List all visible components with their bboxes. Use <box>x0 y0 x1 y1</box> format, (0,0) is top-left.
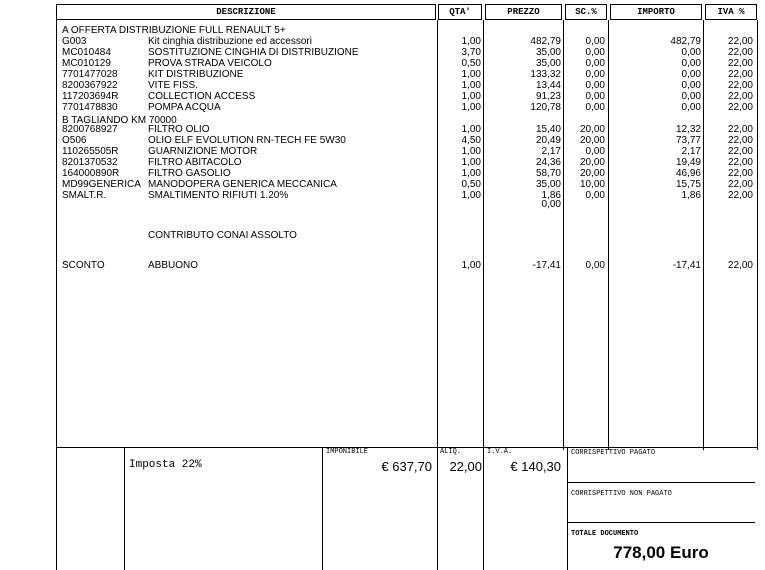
header-descrizione: DESCRIZIONE <box>56 4 436 20</box>
cell-sc: 0,00 <box>585 146 605 157</box>
cell-sc: 0,00 <box>585 190 605 201</box>
cell-code: B TAGLIANDO KM 70000 <box>62 115 177 126</box>
cell-prezzo: 2,17 <box>541 146 561 157</box>
cell-importo: 46,96 <box>675 168 701 179</box>
cell-desc: GUARNIZIONE MOTOR <box>148 146 258 157</box>
col-line-right <box>757 20 758 450</box>
cell-prezzo: 133,32 <box>530 69 561 80</box>
cell-desc: ABBUONO <box>148 260 199 271</box>
cell-sc: 0,00 <box>585 102 605 113</box>
cell-importo: 0,00 <box>681 58 701 69</box>
cell-desc: SMALTIMENTO RIFIUTI 1.20% <box>148 190 289 201</box>
cell-sc: 0,00 <box>585 80 605 91</box>
cell-sc: 20,00 <box>579 124 605 135</box>
cell-sc: 20,00 <box>579 168 605 179</box>
cell-qta: 1,00 <box>461 168 481 179</box>
cell-desc: CONTRIBUTO CONAI ASSOLTO <box>148 230 297 241</box>
col-line-importo <box>608 20 609 450</box>
cell-iva: 22,00 <box>727 102 753 113</box>
iva-value: € 140,30 <box>510 459 561 474</box>
aliq-value: 22,00 <box>449 459 482 474</box>
cell-desc: FILTRO OLIO <box>148 124 210 135</box>
cell-prezzo: -17,41 <box>532 260 561 271</box>
col-line-sconto <box>563 20 564 450</box>
footer-sep-2 <box>567 522 755 523</box>
cell-iva: 22,00 <box>727 36 753 47</box>
cell-code: MD99GENERICA <box>62 180 141 190</box>
cell-iva: 22,00 <box>727 91 753 102</box>
cell-importo: 0,00 <box>681 102 701 113</box>
cell-code: 8200367922 <box>62 80 118 91</box>
cell-desc: KIT DISTRIBUZIONE <box>148 69 244 80</box>
cell-desc: OLIO ELF EVOLUTION RN-TECH FE 5W30 <box>148 135 346 146</box>
cell-iva: 22,00 <box>727 69 753 80</box>
cell-importo: 482,79 <box>670 36 701 47</box>
cell-code: 7701477028 <box>62 69 118 80</box>
cell-code: 164000890R <box>62 168 120 179</box>
cell-code: MC010129 <box>62 58 111 69</box>
cell-desc: FILTRO ABITACOLO <box>148 157 242 168</box>
cell-sc: 10,00 <box>579 179 605 190</box>
cell-iva: 22,00 <box>727 179 753 190</box>
cell-iva: 22,00 <box>727 190 753 201</box>
cell-sc: 0,00 <box>585 58 605 69</box>
cell-iva: 22,00 <box>727 135 753 146</box>
cell-prezzo: 20,49 <box>535 135 561 146</box>
footer-line-1 <box>124 447 125 570</box>
cell-importo: 0,00 <box>681 91 701 102</box>
cell-qta: 4,50 <box>461 135 481 146</box>
cell-prezzo: 35,00 <box>535 179 561 190</box>
header-prezzo: PREZZO <box>485 4 562 20</box>
cell-desc: SOSTITUZIONE CINGHIA DI DISTRIBUZIONE <box>148 47 359 58</box>
cell-iva: 22,00 <box>727 58 753 69</box>
cell-qta: 1,00 <box>461 102 481 113</box>
cell-sc: 0,00 <box>585 91 605 102</box>
imposta-label: Imposta 22% <box>129 459 202 471</box>
cell-code: 117203694R <box>62 91 119 102</box>
corrispettivo-non-pagato-label: CORRISPETTIVO NON PAGATO <box>571 490 672 498</box>
cell-importo: 1,86 <box>681 190 701 201</box>
cell-prezzo: 13,44 <box>535 80 561 91</box>
cell-qta: 0,50 <box>461 179 481 190</box>
cell-importo: 0,00 <box>681 47 701 58</box>
cell-desc: FILTRO GASOLIO <box>148 168 231 179</box>
cell-code: 110265505R <box>62 146 119 157</box>
cell-desc: PROVA STRADA VEICOLO <box>148 58 272 69</box>
cell-importo: 12,32 <box>675 124 701 135</box>
header-importo: IMPORTO <box>610 4 702 20</box>
cell-qta: 1,00 <box>461 157 481 168</box>
cell-prezzo: 24,36 <box>535 157 561 168</box>
cell-importo: 0,00 <box>681 80 701 91</box>
footer-top-line <box>56 447 758 448</box>
cell-importo: 0,00 <box>681 69 701 80</box>
footer-line-2 <box>322 447 323 570</box>
cell-qta: 1,00 <box>461 91 481 102</box>
cell-sc: 0,00 <box>585 260 605 271</box>
cell-importo: 15,75 <box>675 179 701 190</box>
cell-iva: 22,00 <box>727 124 753 135</box>
cell-code: G003 <box>62 36 87 47</box>
cell-importo: 19,49 <box>675 157 701 168</box>
cell-desc: MANODOPERA GENERICA MECCANICA <box>148 179 337 190</box>
cell-desc: POMPA ACQUA <box>148 102 221 113</box>
cell-qta: 1,00 <box>461 260 481 271</box>
cell-code: 8201370532 <box>62 157 118 168</box>
totale-value: 778,00 Euro <box>613 543 709 562</box>
cell-desc: VITE FISS. <box>148 80 199 91</box>
cell-iva: 22,00 <box>727 260 753 271</box>
cell-qta: 3,70 <box>461 47 481 58</box>
cell-iva: 22,00 <box>727 80 753 91</box>
cell-sc: 20,00 <box>579 135 605 146</box>
cell-prezzo: 482,79 <box>530 36 561 47</box>
col-line-iva <box>703 20 704 450</box>
cell-prezzo: 91,23 <box>535 91 561 102</box>
col-line-prezzo <box>483 20 484 570</box>
totale-label: TOTALE DOCUMENTO <box>571 530 639 538</box>
iva-label: I.V.A. <box>487 448 513 456</box>
cell-sc: 0,00 <box>585 47 605 58</box>
cell-sc: 0,00 <box>585 36 605 47</box>
cell-prezzo: 35,00 <box>535 58 561 69</box>
cell-desc: COLLECTION ACCESS <box>148 91 256 102</box>
cell-qta: 1,00 <box>461 80 481 91</box>
cell-code: O506 <box>62 135 87 146</box>
cell-iva: 22,00 <box>727 168 753 179</box>
header-qta: QTA' <box>438 4 482 20</box>
cell-sc: 0,00 <box>585 69 605 80</box>
cell-prezzo: 15,40 <box>535 124 561 135</box>
header-iva: IVA % <box>705 4 757 20</box>
cell-prezzo: 120,78 <box>530 102 561 113</box>
cell-iva: 22,00 <box>727 146 753 157</box>
cell-qta: 1,00 <box>461 69 481 80</box>
imponibile-label: IMPONIBILE <box>326 448 369 456</box>
cell-code: MC010484 <box>62 47 111 58</box>
cell-qta: 1,00 <box>461 190 481 201</box>
cell-qta: 1,00 <box>461 146 481 157</box>
col-line-left <box>56 20 57 570</box>
cell-code: A OFFERTA DISTRIBUZIONE FULL RENAULT 5+ <box>62 25 286 36</box>
cell-prezzo: 58,70 <box>535 168 561 179</box>
cell-qta: 0,50 <box>461 58 481 69</box>
cell-code: SCONTO <box>62 260 105 271</box>
col-line-qta <box>437 20 438 570</box>
cell-importo: 73,77 <box>675 135 701 146</box>
footer-sep-1 <box>567 482 755 483</box>
cell-sc: 20,00 <box>579 157 605 168</box>
imponibile-value: € 637,70 <box>381 459 432 474</box>
cell-iva: 22,00 <box>727 157 753 168</box>
cell-qta: 1,00 <box>461 124 481 135</box>
cell-importo: -17,41 <box>672 260 701 271</box>
aliq-label: ALIQ. <box>440 448 462 456</box>
cell-qta: 1,00 <box>461 36 481 47</box>
cell-prezzo: 35,00 <box>535 47 561 58</box>
cell-prezzo: 0,00 <box>541 199 561 210</box>
cell-prezzo: 1,86 <box>541 190 561 201</box>
cell-iva: 22,00 <box>727 47 753 58</box>
cell-code: SMALT.R. <box>62 190 107 201</box>
cell-code: 8200768927 <box>62 124 118 135</box>
cell-importo: 2,17 <box>681 146 701 157</box>
corrispettivo-pagato-label: CORRISPETTIVO PAGATO <box>571 449 656 457</box>
header-sconto: SC.% <box>565 4 607 20</box>
cell-code: 7701478830 <box>62 102 118 113</box>
cell-desc: Kit cinghia distribuzione ed accessori <box>148 36 312 47</box>
